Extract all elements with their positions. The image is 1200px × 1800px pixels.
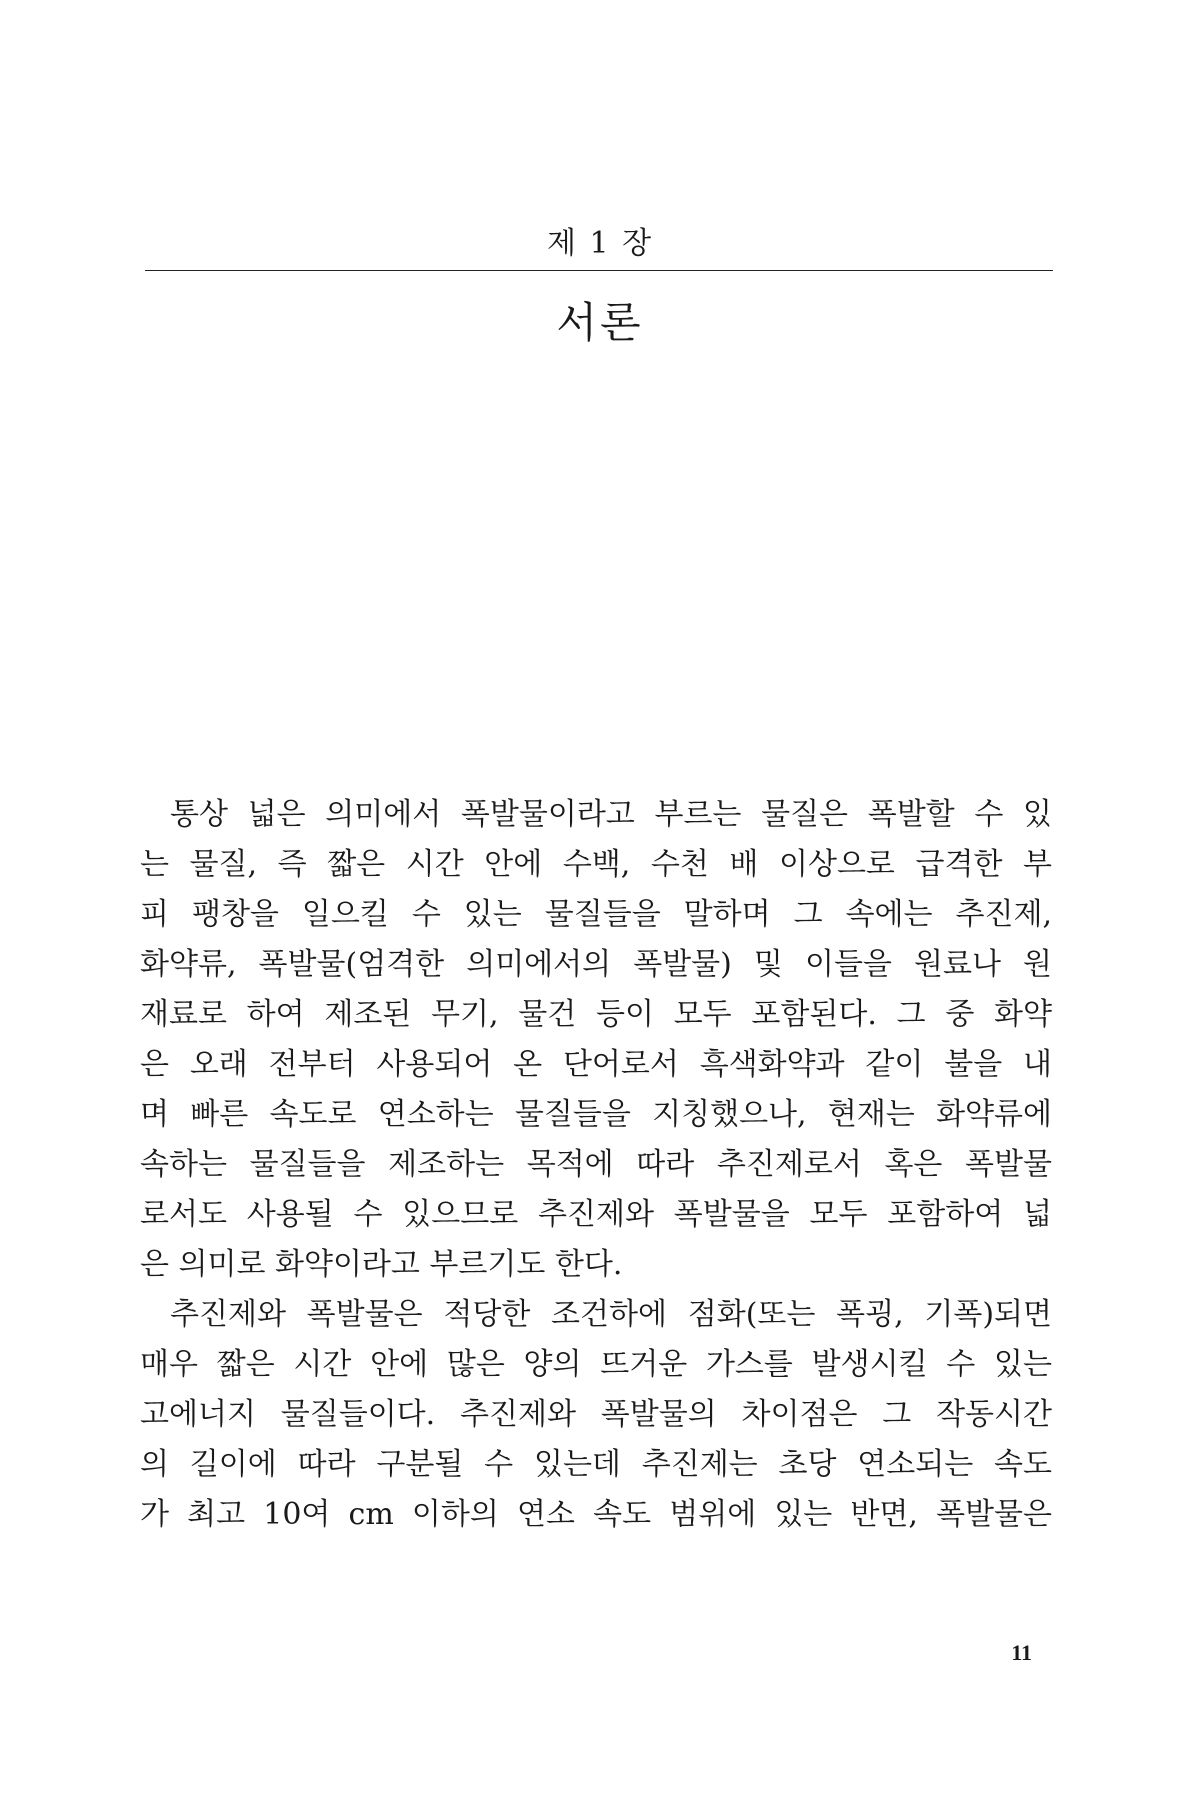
text-line: 은 의미로 화약이라고 부르기도 한다. [140, 1247, 623, 1282]
text-line: 화약류, 폭발물(엄격한 의미에서의 폭발물) 및 이들을 원료나 원 [140, 947, 1052, 982]
chapter-title: 서론 [556, 298, 644, 347]
text-line: 속하는 물질들을 제조하는 목적에 따라 추진제로서 혹은 폭발물 [140, 1147, 1052, 1182]
text-line: 추진제와 폭발물은 적당한 조건하에 점화(또는 폭굉, 기폭)되면 [170, 1297, 1052, 1332]
text-line: 가 최고 10여 cm 이하의 연소 속도 범위에 있는 반면, 폭발물은 [140, 1497, 1052, 1532]
chapter-rule [145, 270, 1053, 271]
page-number: 11 [1011, 1640, 1032, 1665]
text-line: 는 물질, 즉 짧은 시간 안에 수백, 수천 배 이상으로 급격한 부 [140, 847, 1052, 882]
text-line: 은 오래 전부터 사용되어 온 단어로서 흑색화약과 같이 불을 내 [140, 1047, 1052, 1082]
text-line: 며 빠른 속도로 연소하는 물질들을 지칭했으나, 현재는 화약류에 [140, 1097, 1052, 1132]
body-text [140, 790, 1052, 1540]
text-line: 통상 넓은 의미에서 폭발물이라고 부르는 물질은 폭발할 수 있 [170, 797, 1052, 832]
text-line: 피 팽창을 일으킬 수 있는 물질들을 말하며 그 속에는 추진제, [140, 897, 1052, 932]
text-line: 매우 짧은 시간 안에 많은 양의 뜨거운 가스를 발생시킬 수 있는 [140, 1347, 1052, 1382]
text-line: 재료로 하여 제조된 무기, 물건 등이 모두 포함된다. 그 중 화약 [140, 997, 1052, 1032]
chapter-label: 제 1 장 [546, 226, 654, 261]
text-line: 고에너지 물질들이다. 추진제와 폭발물의 차이점은 그 작동시간 [140, 1397, 1052, 1432]
text-line: 의 길이에 따라 구분될 수 있는데 추진제는 초당 연소되는 속도 [140, 1447, 1052, 1482]
text-line: 로서도 사용될 수 있으므로 추진제와 폭발물을 모두 포함하여 넓 [140, 1197, 1052, 1232]
